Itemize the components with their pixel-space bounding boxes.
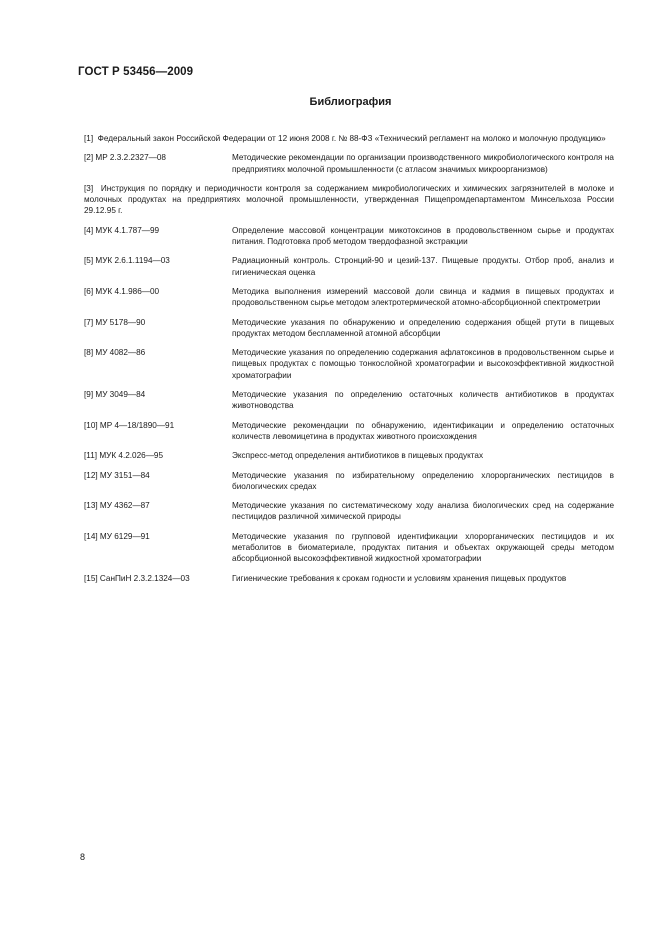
bibliography-entry-10 xyxy=(84,420,614,443)
bibliography-entry-2 xyxy=(84,152,614,175)
bibliography-entry-7-label: [7] МУ 5178—90 xyxy=(84,317,146,327)
section-title: Библиография xyxy=(309,96,392,108)
bibliography-entry-6 xyxy=(84,286,614,309)
bibliography-entry-7 xyxy=(84,317,614,340)
bibliography-entry-1-text: Федеральный закон Российской Федерации от 12 июня 2008 г. № 88-ФЗ «Технический регламент на молоко и молочную продукцию» xyxy=(97,134,606,143)
bibliography-entry-2-text: Методические рекомендации по организации производственного микробиологического контроля на предприятиях молочной промышленности (с атласом значимых микроорганизмов) xyxy=(232,153,614,174)
bibliography-entry-14-label: [14] МУ 6129—91 xyxy=(84,531,150,541)
bibliography-entry-12 xyxy=(84,470,614,493)
bibliography-entry-11-label: [11] МУК 4.2.026—95 xyxy=(84,451,163,461)
bibliography-entry-4-label: [4] МУК 4.1.787—99 xyxy=(84,225,160,235)
bibliography-entry-8-text: Методические указания по определению содержания афлатоксинов в продовольственном сырье и пищевых продуктах с помощью тонкослойной хроматографии и высокоэффективной жидкостной хроматографии xyxy=(232,348,614,380)
document-code: ГОСТ Р 53456—2009 xyxy=(78,66,194,78)
bibliography-entry-6-text: Методика выполнения измерений массовой доли свинца и кадмия в пищевых продуктах и продовольственном сырье методом электротермической атомно-абсорбционной спектрометрии xyxy=(232,286,614,308)
bibliography-entry-13-label: [13] МУ 4362—87 xyxy=(84,501,150,511)
bibliography-list xyxy=(84,133,614,592)
bibliography-entry-4 xyxy=(84,225,614,248)
bibliography-entry-9-label: [9] МУ 3049—84 xyxy=(84,390,146,400)
bibliography-entry-9-text: Методические указания по определению остаточных количеств антибиотиков в продуктах животноводства xyxy=(232,390,614,411)
bibliography-entry-4-text: Определение массовой концентрации микотоксинов в продовольственном сырье и продуктах питания. Подготовка проб методом твердофазной экстракции xyxy=(232,225,614,247)
bibliography-entry-8 xyxy=(84,347,614,381)
bibliography-entry-13-text: Методические указания по систематическому ходу анализа биологических сред на содержание пестицидов различной химической природы xyxy=(232,501,614,522)
bibliography-entry-5 xyxy=(84,255,614,278)
bibliography-entry-1-label: [1] xyxy=(84,134,94,143)
bibliography-entry-1-full xyxy=(84,133,614,144)
bibliography-entry-14-text: Методические указания по групповой идентификации хлорорганических пестицидов и их метаболитов в биоматериале, продуктах питания и объектах окружающей среды методом абсорбционной высокоэффективной жидкостной хроматографии xyxy=(232,531,614,564)
bibliography-entry-15-label: [15] СанПиН 2.3.2.1324—03 xyxy=(84,573,190,583)
bibliography-entry-3-full xyxy=(84,183,614,217)
bibliography-entry-8-label: [8] МУ 4082—86 xyxy=(84,348,146,358)
bibliography-entry-12-label: [12] МУ 3151—84 xyxy=(84,470,150,480)
bibliography-entry-9 xyxy=(84,389,614,412)
bibliography-entry-7-text: Методические указания по обнаружению и определению содержания общей ртути в пищевых продуктах методом беспламенной атомной абсорбции xyxy=(232,317,614,338)
bibliography-entry-15 xyxy=(84,573,614,584)
bibliography-entry-12-text: Методические указания по избирательному определению хлорорганических пестицидов в биологических средах xyxy=(232,470,614,491)
bibliography-entry-11 xyxy=(84,450,614,461)
bibliography-entry-3 xyxy=(84,183,614,217)
bibliography-entry-1 xyxy=(84,133,614,144)
bibliography-entry-3-text: Инструкция по порядку и периодичности контроля за содержанием микробиологических и химических загрязнителей в молоке и молочных продуктах на предприятиях молочной промышленности, утвержденная Пищепромдепартаментом Минсельхоза России 29.12.95 г. xyxy=(84,183,614,216)
bibliography-entry-5-text: Радиационный контроль. Стронций-90 и цезий-137. Пищевые продукты. Отбор проб, анализ и гигиеническая оценка xyxy=(232,256,614,277)
page-number: 8 xyxy=(80,852,86,862)
bibliography-entry-10-label: [10] МР 4—18/1890—91 xyxy=(84,420,175,430)
bibliography-entry-13 xyxy=(84,500,614,523)
bibliography-entry-11-text: Экспресс-метод определения антибиотиков в пищевых продуктах xyxy=(232,451,484,461)
bibliography-entry-3-label: [3] xyxy=(84,183,94,193)
bibliography-entry-6-label: [6] МУК 4.1.986—00 xyxy=(84,286,160,296)
bibliography-entry-2-label: [2] МР 2.3.2.2327—08 xyxy=(84,153,166,163)
bibliography-entry-10-text: Методические рекомендации по обнаружению, идентификации и определению остаточных количеств левомицетина в продуктах животного происхождения xyxy=(232,420,614,441)
bibliography-entry-5-label: [5] МУК 2.6.1.1194—03 xyxy=(84,256,170,266)
bibliography-entry-15-text: Гигиенические требования к срокам годности и условиям хранения пищевых продуктов xyxy=(232,573,567,583)
bibliography-entry-14 xyxy=(84,531,614,565)
